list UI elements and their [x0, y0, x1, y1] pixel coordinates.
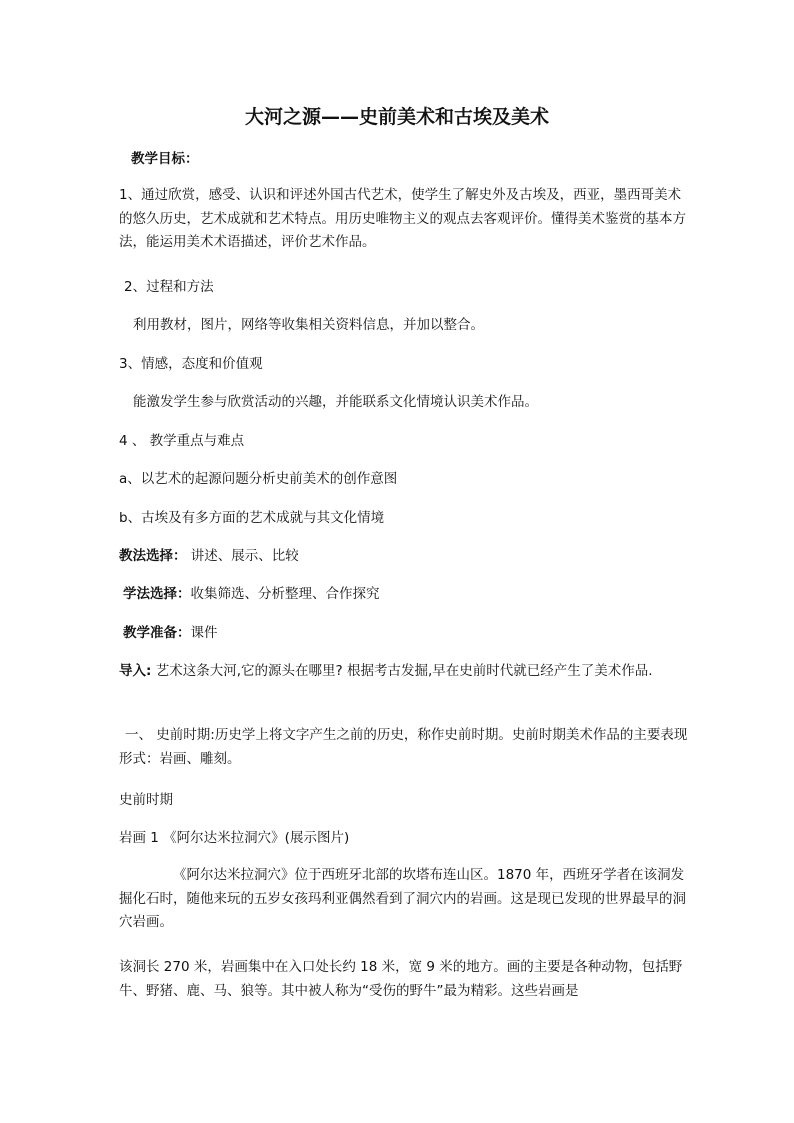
section-1-paragraph: 一、 史前时期:历史学上将文字产生之前的历史，称作史前时期。史前时期美术作品的主要表现形式：岩画、雕刻。 [119, 727, 688, 767]
learning-method-text: 收集筛选、分析整理、合作探究 [190, 586, 380, 602]
objective-3-title: 3、情感，态度和价值观 [119, 356, 263, 372]
teaching-prep [123, 622, 693, 646]
teaching-method-text: 讲述、展示、比较 [186, 548, 299, 564]
teaching-prep-label: 教学准备： [123, 625, 191, 641]
objective-4-a: a、以艺术的起源问题分析史前美术的创作意图 [119, 471, 398, 487]
section-1-subtitle: 史前时期 [119, 792, 173, 808]
learning-method [123, 583, 693, 607]
objective-2-title: 2、过程和方法 [124, 279, 214, 295]
objective-4-title: 4 、 教学重点与难点 [119, 433, 245, 449]
altamira-paragraph-2: 该洞长 270 米，岩画集中在入口处长约 18 米，宽 9 米的地方。画的主要是各种动物，包括野牛、野猪、鹿、马、狼等。其中被人称为“受伤的野牛”最为精彩。这些岩画是 [119, 959, 683, 999]
introduction-label: 导入: [119, 663, 152, 679]
objective-1: 1、通过欣赏，感受、认识和评述外国古代艺术，使学生了解史外及古埃及，西亚，墨西哥美术的悠久历史，艺术成就和艺术特点。用历史唯物主义的观点去客观评价。懂得美术鉴赏的基本方法，能运用美术术语描述，评价艺术作品。 [119, 187, 686, 250]
objectives-heading: 教学目标： [131, 151, 199, 167]
rock-painting-1-title: 岩画 1 《阿尔达米拉洞穴》(展示图片) [119, 830, 350, 846]
teaching-method-label: 教法选择： [119, 548, 187, 564]
altamira-paragraph-1: 《阿尔达米拉洞穴》位于西班牙北部的坎塔布连山区。1870 年，西班牙学者在该洞发掘化石时，随他来玩的五岁女孩玛利亚偶然看到了洞穴内的岩画。这是现已发现的世界最早的洞穴岩画。 [119, 867, 686, 930]
objective-4-b: b、古埃及有多方面的艺术成就与其文化情境 [119, 510, 385, 526]
introduction [119, 660, 689, 684]
teaching-prep-text: 课件 [190, 625, 218, 641]
objective-2-text: 利用教材，图片，网络等收集相关资料信息，并加以整合。 [133, 317, 484, 333]
document-title: 大河之源——史前美术和古埃及美术 [244, 106, 549, 128]
introduction-text: 艺术这条大河,它的源头在哪里? 根据考古发掘,早在史前时代就已经产生了美术作品. [151, 663, 653, 679]
learning-method-label: 学法选择： [123, 586, 191, 602]
objective-3-text: 能激发学生参与欣赏活动的兴趣，并能联系文化情境认识美术作品。 [133, 394, 538, 410]
teaching-method [119, 545, 689, 569]
